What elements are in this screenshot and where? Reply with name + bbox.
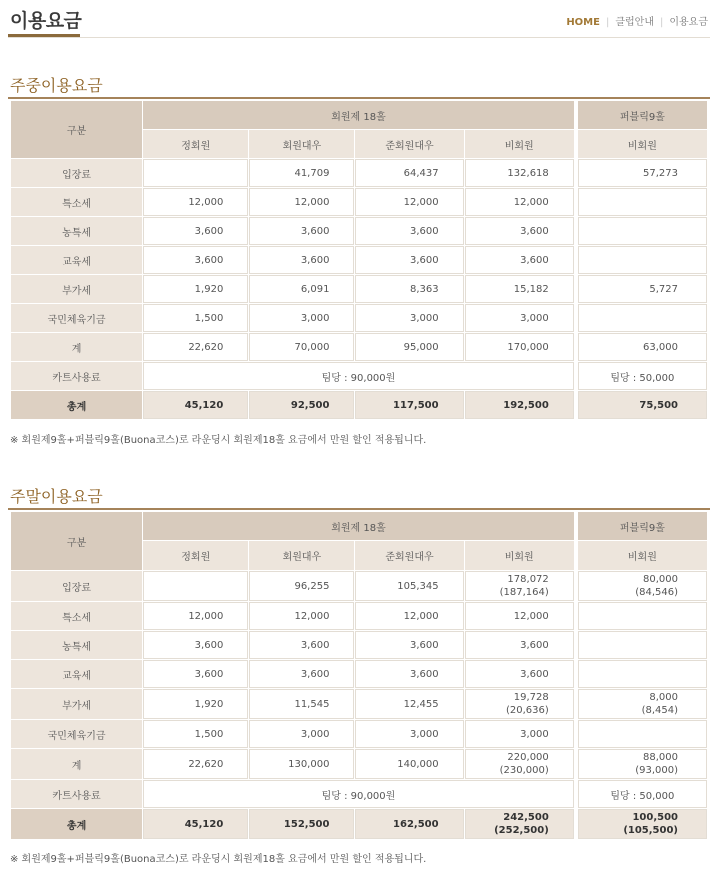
weekend-section-title: 주말이용요금 bbox=[10, 487, 103, 506]
weekday-section-divider bbox=[8, 97, 710, 99]
member-18hole-header: 회원제 18홀 bbox=[143, 512, 574, 540]
table-cell: 70,000 bbox=[249, 333, 354, 361]
col-header-non-member: 비회원 bbox=[465, 130, 574, 158]
breadcrumb-current: 이용요금 bbox=[669, 17, 708, 28]
col-header-regular-member: 정회원 bbox=[143, 130, 248, 158]
row-header-rural-tax: 농특세 bbox=[11, 217, 142, 245]
table-cell: 1,920 bbox=[143, 689, 248, 719]
table-cell: 3,600 bbox=[465, 217, 574, 245]
table-row-total bbox=[11, 391, 707, 419]
row-header-sports-fund: 국민체육기금 bbox=[11, 720, 142, 748]
table-row bbox=[11, 362, 707, 390]
table-cell: 117,500 bbox=[355, 391, 463, 419]
table-row bbox=[11, 159, 707, 187]
table-cell: 170,000 bbox=[465, 333, 574, 361]
table-cell: 1,920 bbox=[143, 275, 248, 303]
table-cell: 11,545 bbox=[249, 689, 354, 719]
table-cell: 162,500 bbox=[355, 809, 463, 839]
table-cell bbox=[578, 631, 707, 659]
table-cell: 3,600 bbox=[249, 631, 354, 659]
row-header-vat: 부가세 bbox=[11, 275, 142, 303]
table-row bbox=[11, 780, 707, 808]
table-cell: 3,600 bbox=[465, 660, 574, 688]
table-cell bbox=[578, 720, 707, 748]
cart-fee-public: 팀당 : 50,000 bbox=[578, 780, 707, 808]
row-header-cart-fee: 카트사용료 bbox=[11, 362, 142, 390]
row-header-total: 총계 bbox=[11, 391, 142, 419]
page-title: 이용요금 bbox=[10, 10, 82, 32]
table-cell: 3,600 bbox=[143, 246, 248, 274]
table-cell bbox=[578, 304, 707, 332]
table-row bbox=[11, 275, 707, 303]
table-cell: 12,455 bbox=[355, 689, 463, 719]
table-row bbox=[11, 689, 707, 719]
row-header-total: 총계 bbox=[11, 809, 142, 839]
row-header-special-tax: 특소세 bbox=[11, 602, 142, 630]
table-row bbox=[11, 571, 707, 601]
cart-fee-public: 팀당 : 50,000 bbox=[578, 362, 707, 390]
table-cell: 12,000 bbox=[355, 602, 463, 630]
table-cell: 3,000 bbox=[355, 720, 463, 748]
table-cell: 3,600 bbox=[143, 631, 248, 659]
table-cell: 3,600 bbox=[249, 217, 354, 245]
table-cell: 80,000 (84,546) bbox=[578, 571, 707, 601]
row-header-subtotal: 계 bbox=[11, 333, 142, 361]
table-cell: 12,000 bbox=[465, 602, 574, 630]
table-cell bbox=[578, 217, 707, 245]
row-header-rural-tax: 농특세 bbox=[11, 631, 142, 659]
table-row-total bbox=[11, 809, 707, 839]
table-cell: 3,600 bbox=[465, 631, 574, 659]
table-cell: 105,345 bbox=[355, 571, 463, 601]
table-cell: 92,500 bbox=[249, 391, 354, 419]
table-cell: 15,182 bbox=[465, 275, 574, 303]
table-cell: 152,500 bbox=[249, 809, 354, 839]
weekday-note: ※ 회원제9홀+퍼블릭9홀(Buona코스)로 라운딩시 회원제18홀 요금에서 만원 할인 적용됩니다. bbox=[10, 435, 427, 446]
cart-fee-member: 팀당 : 90,000원 bbox=[143, 362, 574, 390]
table-cell: 12,000 bbox=[143, 188, 248, 216]
table-cell: 22,620 bbox=[143, 749, 248, 779]
col-header-member-treatment: 회원대우 bbox=[249, 541, 354, 570]
col-header-non-member: 비회원 bbox=[465, 541, 574, 570]
breadcrumb-home-link[interactable]: HOME bbox=[566, 17, 600, 28]
table-cell: 3,000 bbox=[249, 304, 354, 332]
table-cell bbox=[143, 159, 248, 187]
table-cell: 178,072 (187,164) bbox=[465, 571, 574, 601]
table-cell: 3,600 bbox=[355, 660, 463, 688]
table-cell: 242,500 (252,500) bbox=[465, 809, 574, 839]
weekday-fee-table bbox=[10, 100, 708, 420]
row-header-green-fee: 입장료 bbox=[11, 159, 142, 187]
member-18hole-header: 회원제 18홀 bbox=[143, 101, 574, 129]
table-cell: 8,000 (8,454) bbox=[578, 689, 707, 719]
cart-fee-member: 팀당 : 90,000원 bbox=[143, 780, 574, 808]
table-cell bbox=[578, 246, 707, 274]
table-cell: 64,437 bbox=[355, 159, 463, 187]
table-cell: 19,728 (20,636) bbox=[465, 689, 574, 719]
table-row bbox=[11, 602, 707, 630]
table-cell: 45,120 bbox=[143, 809, 248, 839]
breadcrumb: HOME | 클럽안내 | 이용요금 bbox=[566, 17, 708, 28]
table-cell: 12,000 bbox=[249, 602, 354, 630]
table-cell: 5,727 bbox=[578, 275, 707, 303]
table-cell: 140,000 bbox=[355, 749, 463, 779]
table-cell: 1,500 bbox=[143, 304, 248, 332]
row-header-education-tax: 교육세 bbox=[11, 660, 142, 688]
table-row bbox=[11, 217, 707, 245]
table-cell: 3,600 bbox=[249, 246, 354, 274]
category-header: 구분 bbox=[11, 512, 142, 570]
table-cell: 12,000 bbox=[465, 188, 574, 216]
table-cell: 45,120 bbox=[143, 391, 248, 419]
table-cell bbox=[578, 188, 707, 216]
table-cell: 12,000 bbox=[249, 188, 354, 216]
table-cell: 12,000 bbox=[355, 188, 463, 216]
table-cell: 100,500 (105,500) bbox=[578, 809, 707, 839]
public-9hole-header: 퍼블릭9홀 bbox=[578, 101, 707, 129]
weekday-section-title: 주중이용요금 bbox=[10, 76, 103, 95]
table-cell: 130,000 bbox=[249, 749, 354, 779]
breadcrumb-club-info-link[interactable]: 클럽안내 bbox=[615, 17, 654, 28]
row-header-subtotal: 계 bbox=[11, 749, 142, 779]
row-header-sports-fund: 국민체육기금 bbox=[11, 304, 142, 332]
table-cell: 3,600 bbox=[143, 660, 248, 688]
weekend-fee-table bbox=[10, 511, 708, 840]
table-row bbox=[11, 246, 707, 274]
table-row bbox=[11, 631, 707, 659]
row-header-green-fee: 입장료 bbox=[11, 571, 142, 601]
row-header-special-tax: 특소세 bbox=[11, 188, 142, 216]
col-header-public-non-member: 비회원 bbox=[578, 130, 707, 158]
table-cell: 22,620 bbox=[143, 333, 248, 361]
page-header bbox=[0, 0, 720, 40]
table-cell: 63,000 bbox=[578, 333, 707, 361]
public-9hole-header: 퍼블릭9홀 bbox=[578, 512, 707, 540]
table-cell: 3,600 bbox=[355, 217, 463, 245]
table-cell: 3,600 bbox=[249, 660, 354, 688]
table-cell bbox=[578, 660, 707, 688]
table-cell: 41,709 bbox=[249, 159, 354, 187]
row-header-education-tax: 교육세 bbox=[11, 246, 142, 274]
table-cell: 132,618 bbox=[465, 159, 574, 187]
table-row bbox=[11, 304, 707, 332]
table-cell: 6,091 bbox=[249, 275, 354, 303]
table-cell bbox=[143, 571, 248, 601]
category-header: 구분 bbox=[11, 101, 142, 158]
table-cell: 75,500 bbox=[578, 391, 707, 419]
table-cell: 192,500 bbox=[465, 391, 574, 419]
table-row bbox=[11, 660, 707, 688]
weekend-section-divider bbox=[8, 508, 710, 510]
table-cell: 3,000 bbox=[465, 720, 574, 748]
table-cell: 88,000 (93,000) bbox=[578, 749, 707, 779]
table-cell: 3,000 bbox=[249, 720, 354, 748]
table-row bbox=[11, 333, 707, 361]
header-divider bbox=[8, 37, 710, 38]
weekend-note: ※ 회원제9홀+퍼블릭9홀(Buona코스)로 라운딩시 회원제18홀 요금에서 만원 할인 적용됩니다. bbox=[10, 854, 427, 865]
table-row bbox=[11, 749, 707, 779]
row-header-cart-fee: 카트사용료 bbox=[11, 780, 142, 808]
table-cell: 3,600 bbox=[465, 246, 574, 274]
table-cell: 95,000 bbox=[355, 333, 463, 361]
table-cell: 1,500 bbox=[143, 720, 248, 748]
row-header-vat: 부가세 bbox=[11, 689, 142, 719]
col-header-associate-treatment: 준회원대우 bbox=[355, 130, 463, 158]
table-cell: 8,363 bbox=[355, 275, 463, 303]
table-cell: 3,600 bbox=[355, 631, 463, 659]
table-cell: 3,600 bbox=[355, 246, 463, 274]
table-cell: 96,255 bbox=[249, 571, 354, 601]
col-header-associate-treatment: 준회원대우 bbox=[355, 541, 463, 570]
table-cell: 3,600 bbox=[143, 217, 248, 245]
col-header-regular-member: 정회원 bbox=[143, 541, 248, 570]
table-cell: 12,000 bbox=[143, 602, 248, 630]
col-header-public-non-member: 비회원 bbox=[578, 541, 707, 570]
table-cell: 3,000 bbox=[465, 304, 574, 332]
col-header-member-treatment: 회원대우 bbox=[249, 130, 354, 158]
table-cell: 57,273 bbox=[578, 159, 707, 187]
table-row bbox=[11, 188, 707, 216]
table-cell: 220,000 (230,000) bbox=[465, 749, 574, 779]
table-cell: 3,000 bbox=[355, 304, 463, 332]
table-row bbox=[11, 720, 707, 748]
table-cell bbox=[578, 602, 707, 630]
